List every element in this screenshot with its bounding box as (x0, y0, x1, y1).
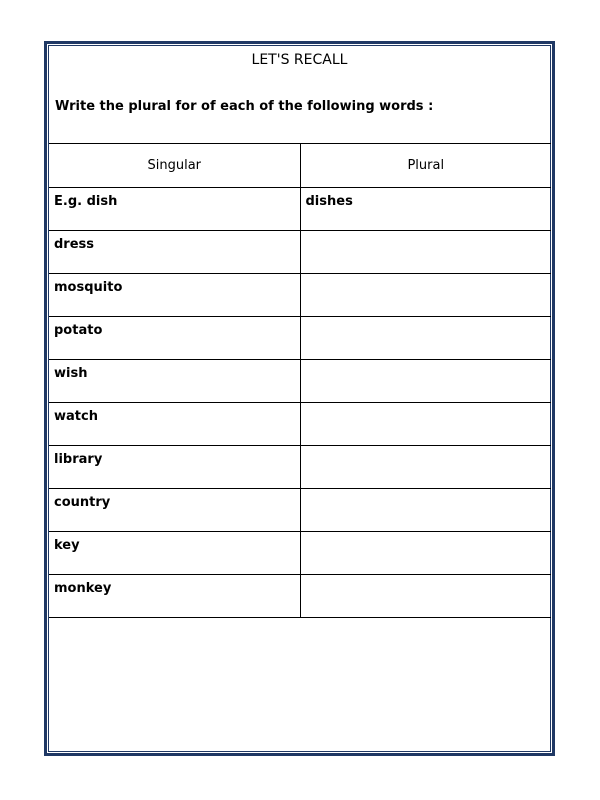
plural-cell[interactable] (300, 317, 551, 360)
singular-cell: potato (49, 317, 300, 360)
plural-cell[interactable] (300, 575, 551, 618)
column-header-singular: Singular (49, 144, 300, 188)
plural-table (49, 143, 551, 618)
table-row (49, 575, 551, 618)
table-header-row (49, 144, 551, 188)
table-row (49, 403, 551, 446)
plural-cell[interactable] (300, 231, 551, 274)
worksheet-instruction: Write the plural for of each of the following words : (55, 99, 434, 114)
table-row (49, 274, 551, 317)
singular-cell: library (49, 446, 300, 489)
plural-cell: dishes (300, 188, 551, 231)
singular-cell: E.g. dish (49, 188, 300, 231)
plural-cell[interactable] (300, 274, 551, 317)
singular-cell: key (49, 532, 300, 575)
table-row (49, 489, 551, 532)
singular-cell: dress (49, 231, 300, 274)
column-header-plural: Plural (300, 144, 551, 188)
singular-cell: watch (49, 403, 300, 446)
table-row (49, 360, 551, 403)
plural-cell[interactable] (300, 360, 551, 403)
plural-cell[interactable] (300, 446, 551, 489)
singular-cell: mosquito (49, 274, 300, 317)
table-row (49, 532, 551, 575)
table-row (49, 317, 551, 360)
singular-cell: country (49, 489, 300, 532)
table-row (49, 446, 551, 489)
worksheet-title: LET'S RECALL (251, 52, 348, 68)
plural-cell[interactable] (300, 489, 551, 532)
plural-cell[interactable] (300, 403, 551, 446)
table-row (49, 188, 551, 231)
singular-cell: wish (49, 360, 300, 403)
singular-cell: monkey (49, 575, 300, 618)
plural-cell[interactable] (300, 532, 551, 575)
table-row (49, 231, 551, 274)
